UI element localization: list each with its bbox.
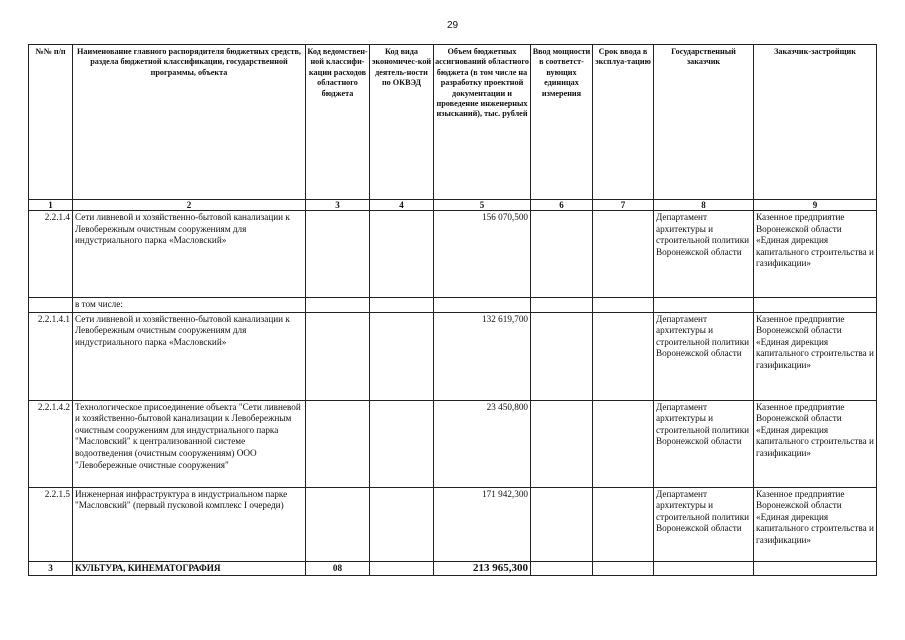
okved-code bbox=[370, 400, 434, 487]
budget-volume: 132 619,700 bbox=[434, 312, 531, 400]
column-number: 3 bbox=[306, 200, 370, 211]
column-number: 1 bbox=[29, 200, 73, 211]
section-total-row bbox=[29, 561, 877, 576]
table-row bbox=[29, 400, 877, 487]
okved-code bbox=[370, 561, 434, 576]
capacity bbox=[531, 298, 593, 313]
capacity bbox=[531, 312, 593, 400]
page-number: 29 bbox=[446, 20, 459, 31]
dept-code bbox=[306, 298, 370, 313]
object-name: Инженерная инфраструктура в индустриальном парке "Масловский" (первый пусковой комплекс I очереди) bbox=[73, 487, 306, 561]
row-number: 2.2.1.4.1 bbox=[29, 312, 73, 400]
table-row bbox=[29, 211, 877, 298]
gov-customer: Департамент архитектуры и строительной политики Воронежской области bbox=[654, 487, 754, 561]
column-number: 4 bbox=[370, 200, 434, 211]
gov-customer: Департамент архитектуры и строительной политики Воронежской области bbox=[654, 312, 754, 400]
header-num: №№ п/п bbox=[29, 45, 73, 200]
header-term: Срок ввода в эксплуа-тацию bbox=[593, 45, 654, 200]
column-number: 9 bbox=[754, 200, 877, 211]
dept-code bbox=[306, 400, 370, 487]
okved-code bbox=[370, 487, 434, 561]
commission-term bbox=[593, 400, 654, 487]
commission-term bbox=[593, 211, 654, 298]
dept-code bbox=[306, 211, 370, 298]
header-row bbox=[29, 45, 877, 200]
commission-term bbox=[593, 298, 654, 313]
okved-code bbox=[370, 298, 434, 313]
column-number: 6 bbox=[531, 200, 593, 211]
gov-customer bbox=[654, 561, 754, 576]
customer-developer: Казенное предприятие Воронежской области «Единая дирекция капитального строительства и газификации» bbox=[754, 312, 877, 400]
header-capacity: Ввод мощности в соответст-вующих единицах измерения bbox=[531, 45, 593, 200]
gov-customer bbox=[654, 298, 754, 313]
gov-customer: Департамент архитектуры и строительной политики Воронежской области bbox=[654, 211, 754, 298]
dept-code bbox=[306, 312, 370, 400]
object-name: Сети ливневой и хозяйственно-бытовой канализации к Левобережным очистным сооружениям для индустриального парка «Масловский» bbox=[73, 211, 306, 298]
budget-volume bbox=[434, 298, 531, 313]
customer-developer bbox=[754, 561, 877, 576]
gov-customer: Департамент архитектуры и строительной политики Воронежской области bbox=[654, 400, 754, 487]
column-number: 5 bbox=[434, 200, 531, 211]
customer-developer: Казенное предприятие Воронежской области «Единая дирекция капитального строительства и газификации» bbox=[754, 211, 877, 298]
object-name: в том числе: bbox=[73, 298, 306, 313]
capacity bbox=[531, 561, 593, 576]
section-name: КУЛЬТУРА, КИНЕМАТОГРАФИЯ bbox=[73, 561, 306, 576]
okved-code bbox=[370, 312, 434, 400]
column-number: 8 bbox=[654, 200, 754, 211]
budget-volume: 171 942,300 bbox=[434, 487, 531, 561]
table-row bbox=[29, 312, 877, 400]
okved-code bbox=[370, 211, 434, 298]
capacity bbox=[531, 211, 593, 298]
capacity bbox=[531, 487, 593, 561]
commission-term bbox=[593, 312, 654, 400]
header-gov-customer: Государственный заказчик bbox=[654, 45, 754, 200]
capacity bbox=[531, 400, 593, 487]
object-name: Сети ливневой и хозяйственно-бытовой канализации к Левобережным очистным сооружениям для индустриального парка «Масловский» bbox=[73, 312, 306, 400]
table-row bbox=[29, 487, 877, 561]
customer-developer: Казенное предприятие Воронежской области «Единая дирекция капитального строительства и газификации» bbox=[754, 487, 877, 561]
dept-code bbox=[306, 487, 370, 561]
budget-table bbox=[28, 44, 877, 576]
header-customer: Заказчик-застройщик bbox=[754, 45, 877, 200]
customer-developer bbox=[754, 298, 877, 313]
budget-volume: 23 450,800 bbox=[434, 400, 531, 487]
column-number: 7 bbox=[593, 200, 654, 211]
commission-term bbox=[593, 561, 654, 576]
header-okved: Код вида экономичес-кой деятель-ности по ОКВЭД bbox=[370, 45, 434, 200]
commission-term bbox=[593, 487, 654, 561]
budget-volume: 156 070,500 bbox=[434, 211, 531, 298]
row-number: 2.2.1.4 bbox=[29, 211, 73, 298]
table-row bbox=[29, 298, 877, 313]
row-number: 3 bbox=[29, 561, 73, 576]
dept-code: 08 bbox=[306, 561, 370, 576]
object-name: Технологическое присоединение объекта "Сети ливневой и хозяйственно-бытовой канализации к Левобережным очистным сооружениям для индустриального парка "Масловский" к централизованной системе водоотведения (очистным сооружениям) ООО "Левобережные очистные сооружения" bbox=[73, 400, 306, 487]
column-number-row bbox=[29, 200, 877, 211]
header-volume: Объем бюджетных ассигнований областного бюджета (в том числе на разработку проектной документации и проведение инженерных изысканий), тыс. рублей bbox=[434, 45, 531, 200]
row-number bbox=[29, 298, 73, 313]
header-dept-code: Код ведомствен-ной классифи-кации расходов областного бюджета bbox=[306, 45, 370, 200]
customer-developer: Казенное предприятие Воронежской области «Единая дирекция капитального строительства и газификации» bbox=[754, 400, 877, 487]
row-number: 2.2.1.4.2 bbox=[29, 400, 73, 487]
row-number: 2.2.1.5 bbox=[29, 487, 73, 561]
budget-volume: 213 965,300 bbox=[434, 561, 531, 576]
column-number: 2 bbox=[73, 200, 306, 211]
header-name: Наименование главного распорядителя бюджетных средств, раздела бюджетной классификации, государственной программы, объекта bbox=[73, 45, 306, 200]
